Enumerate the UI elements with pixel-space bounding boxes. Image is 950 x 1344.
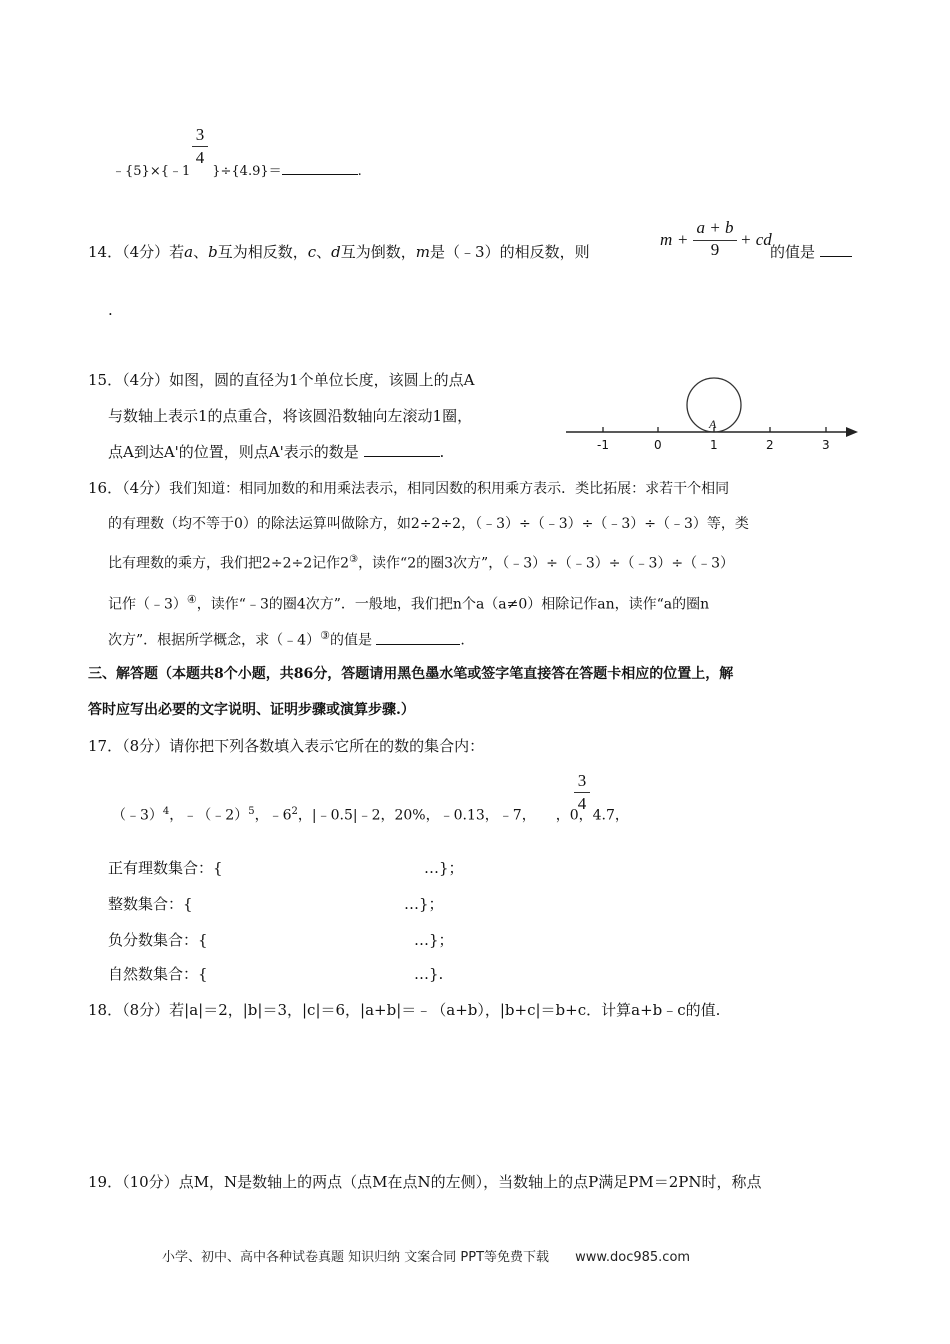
q19-number: 19． — [88, 1173, 123, 1191]
q14-score: （4分） — [122, 243, 170, 261]
q16-line2: 的有理数（均不等于0）的除法运算叫做除方，如2÷2÷2，（﹣3）÷（﹣3）÷（﹣3）÷（﹣3）等，类 — [108, 516, 749, 532]
q19-score: （10分） — [122, 1173, 179, 1191]
q14-t7: 的值是 — [770, 243, 816, 261]
footer-site-link[interactable]: www.doc985.com — [575, 1250, 691, 1265]
q14-var-b: b — [208, 243, 218, 261]
footer-text: 小学、初中、高中各种试卷真题 知识归纳 文案合同 PPT等免费下载 — [162, 1250, 550, 1265]
section3-heading-1: 三、解答题（本题共8个小题，共86分，答题请用黑色墨水笔或签字笔直接答在答题卡相应的位置上，解 — [88, 666, 734, 682]
q15-line1 — [88, 370, 475, 390]
q17-nums-c: ，﹣6 — [254, 807, 292, 824]
q17-nums-a: （﹣3） — [112, 807, 163, 824]
q17-sup-1: 4 — [162, 806, 170, 817]
q17-number: 17． — [88, 737, 123, 755]
q14-number: 14． — [88, 243, 123, 261]
q14-var-c: c — [307, 243, 317, 261]
q16-line1 — [88, 478, 729, 499]
set-end: …}； — [414, 931, 454, 949]
q17-nums-e: ，0，4.7， — [555, 807, 629, 824]
q15-text-3: 点A到达A'的位置，则点A'表示的数是 — [108, 443, 359, 461]
arrow-right-icon — [846, 427, 858, 437]
q15-answer-blank[interactable] — [364, 442, 440, 457]
q17-frac-den: 4 — [577, 794, 587, 813]
q15-text-1: 如图，圆的直径为1个单位长度，该圆上的点A — [169, 371, 475, 389]
axis-label-neg1: -1 — [597, 438, 609, 452]
q15-number: 15． — [88, 371, 123, 389]
q14-formula-den: 9 — [710, 240, 720, 259]
axis-label-2: 2 — [766, 438, 774, 452]
q14-t4: 、 — [316, 243, 332, 261]
q16-text-4a: 记作（﹣3） — [108, 596, 187, 613]
q14-end: . — [108, 301, 113, 319]
q14-formula-num: a + b — [696, 218, 734, 237]
q19-text: 点M，N是数轴上的两点（点M在点N的左侧），当数轴上的点P满足PM＝2PN时，称点 — [178, 1173, 762, 1191]
q17-nums-b: ，﹣（﹣2） — [169, 807, 249, 824]
q16-text-1: 我们知道：相同加数的和用乘法表示，相同因数的积用乘方表示．类比拓展：求若干个相同 — [169, 481, 730, 497]
q16-sup-5: ③ — [320, 629, 330, 642]
q17-nums-d: ，|﹣0.5|﹣2，20%，﹣0.13，﹣7， — [297, 807, 536, 824]
q16-line4 — [108, 590, 709, 615]
q14-var-m: m — [415, 243, 431, 261]
q15-line2: 与数轴上表示1的点重合，将该圆沿数轴向左滚动1圈， — [108, 407, 473, 425]
q13-frac-den: 4 — [195, 148, 205, 167]
set-end: …}； — [424, 859, 464, 877]
q16-text-5b: 的值是 — [329, 632, 372, 649]
q18-text: 若|a|＝2，|b|＝3，|c|＝6，|a+b|＝﹣（a+b），|b+c|＝b+c．计算a+b﹣c的值. — [169, 1001, 721, 1019]
q16-number: 16． — [88, 479, 123, 497]
q14-answer-blank[interactable] — [820, 242, 852, 257]
q16-text-4b: ，读作“﹣3的圈4次方”．一般地，我们把n个a（a≠0）相除记作an，读作“a的圈n — [196, 596, 710, 613]
q14-formula-plus2: + cd — [740, 230, 772, 249]
q14-tail — [770, 242, 852, 262]
q13-end: . — [357, 164, 362, 179]
q14-text — [88, 242, 590, 262]
q14-var-a: a — [184, 243, 194, 261]
q17-frac-num: 3 — [577, 771, 587, 790]
axis-label-1: 1 — [710, 438, 718, 452]
q16-sup-3: ③ — [349, 554, 359, 565]
set-end: …}； — [404, 895, 444, 913]
q16-text-5a: 次方”．根据所学概念，求（﹣4） — [108, 632, 321, 649]
q16-text-3b: ，读作“2的圈3次方”，（﹣3）÷（﹣3）÷（﹣3）÷（﹣3） — [358, 555, 735, 572]
point-a-label: A — [709, 417, 717, 431]
set-label: 整数集合：{ — [108, 895, 193, 913]
q14-t5: 互为倒数， — [340, 243, 416, 261]
q14-formula-m: m — [660, 230, 673, 249]
q17-text: 请你把下列各数填入表示它所在的数的集合内： — [169, 737, 485, 755]
q14-t6: 是（﹣3）的相反数，则 — [430, 243, 590, 261]
q17-set-negative-fraction — [108, 930, 454, 950]
q16-end: . — [460, 632, 465, 649]
q13-answer-blank[interactable] — [282, 160, 358, 175]
q17-sup-2: 5 — [248, 806, 255, 817]
q16-answer-blank[interactable] — [376, 630, 460, 645]
q15-number-line-figure — [560, 372, 860, 456]
q13-frac-num: 3 — [195, 125, 205, 144]
q16-text-3a: 比有理数的乘方，我们把2÷2÷2记作2 — [108, 555, 350, 572]
q14-var-d: d — [331, 243, 341, 261]
q16-line5 — [108, 626, 465, 651]
q16-score: （4分） — [122, 479, 170, 497]
q13-expression — [112, 160, 362, 182]
q13-expr-right: }÷{4.9}＝ — [212, 164, 282, 179]
q16-line3 — [108, 550, 734, 574]
q18-number: 18． — [88, 1001, 123, 1019]
axis-label-3: 3 — [822, 438, 830, 452]
q17-set-integer — [108, 894, 444, 914]
q17-line1 — [88, 736, 484, 756]
q19-line1 — [88, 1172, 761, 1192]
set-label: 正有理数集合：{ — [108, 859, 223, 877]
q18-score: （8分） — [122, 1001, 170, 1019]
q15-end: . — [439, 443, 445, 461]
q18-line1 — [88, 1000, 720, 1020]
q17-score: （8分） — [122, 737, 170, 755]
q17-set-natural — [108, 964, 444, 984]
q16-sup-4: ④ — [186, 593, 197, 606]
axis-label-0: 0 — [654, 438, 662, 452]
section3-heading-2: 答时应写出必要的文字说明、证明步骤或演算步骤.） — [88, 702, 415, 718]
q17-fraction — [574, 772, 590, 813]
page-footer — [162, 1246, 690, 1265]
q13-expr-left: ﹣{5}×{﹣1 — [112, 164, 191, 179]
q15-line3 — [108, 442, 444, 462]
q17-set-positive-rational — [108, 858, 464, 878]
q17-sup-3: 2 — [291, 806, 298, 817]
q15-score: （4分） — [122, 371, 170, 389]
set-end: …}. — [414, 965, 444, 983]
q17-numbers — [112, 802, 629, 826]
q14-t1: 若 — [169, 243, 185, 261]
q14-formula-plus1: + — [678, 230, 688, 249]
q14-t2: 、 — [193, 243, 209, 261]
set-label: 负分数集合：{ — [108, 931, 208, 949]
q14-t3: 互为相反数， — [217, 243, 308, 261]
set-label: 自然数集合：{ — [108, 965, 208, 983]
